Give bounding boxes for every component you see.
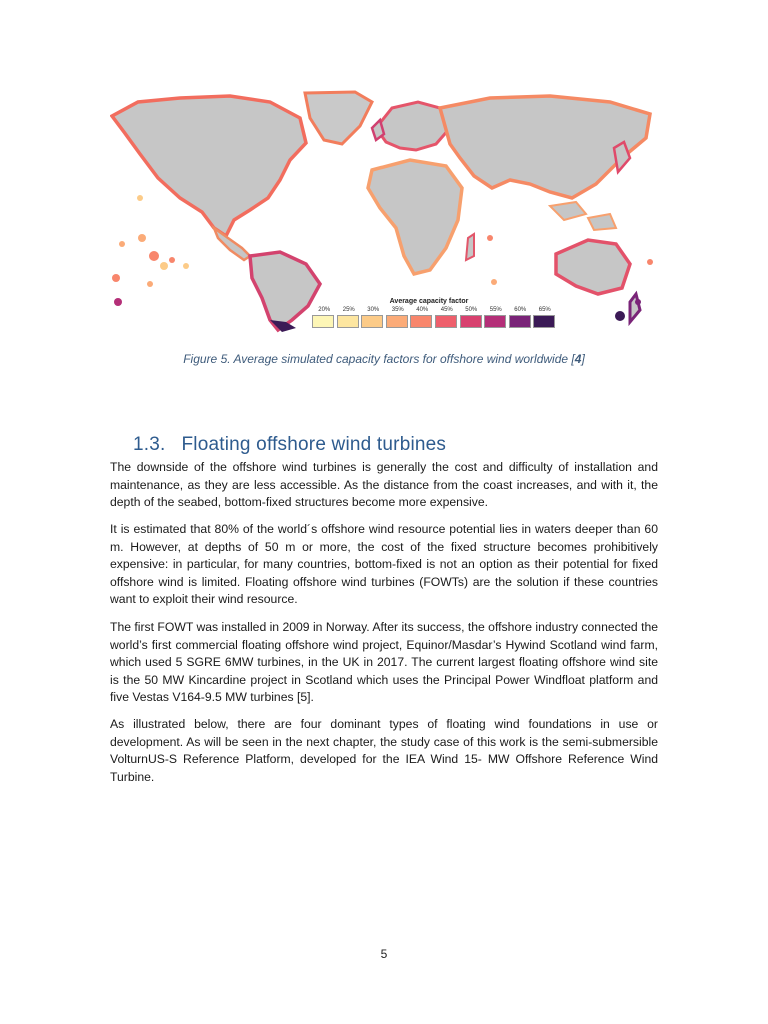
legend-swatch [312,315,334,328]
legend-swatch [533,315,555,328]
legend-label: 55% [489,307,502,313]
legend-swatch [509,315,531,328]
caption-suffix: ] [581,352,585,366]
page-number: 5 [380,947,388,961]
section-number: 1.3. [133,434,166,455]
world-offshore-wind-map [110,88,657,334]
paragraph-1: The downside of the offshore wind turbines is generally the cost and difficulty of installation and maintenance, as they are less accessible. As the distance from the coast increases, and with it, the depth of the seabed, bottom-fixed structures become more expensive. [110,460,658,510]
legend-title: Average capacity factor [389,298,469,305]
paragraph-4: As illustrated below, there are four dominant types of floating wind foundations in use or development. As will be seen in the next chapter, the study case of this work is the semi-submersible VolturnUS-S Reference Platform, developed for the IEA Wind 15- MW Offshore Reference Wind Turbine. [110,717,658,784]
legend-labels [312,307,558,313]
paragraph-3: The first FOWT was installed in 2009 in Norway. After its success, the offshore industry connected the world’s first commercial floating offshore wind project, Equinor/Masdar’s Hywind Scotland wind farm, which used 5 SGRE 6MW turbines, in the UK in 2017. The current largest floating offshore wind site is the 50 MW Kincardine project in Scotland which uses the Principal Power Windfloat platform and five Vestas V164-9.5 MW turbines [5]. [110,620,659,705]
legend-label: 65% [538,307,551,313]
legend-swatch [460,315,482,328]
legend-swatch [435,315,457,328]
legend-swatch [386,315,408,328]
legend-swatches [312,315,558,328]
legend-label: 35% [391,307,404,313]
caption-text: Figure 5. Average simulated capacity factors for offshore wind worldwide [ [183,352,575,366]
legend-swatch [361,315,383,328]
legend-label: 60% [514,307,527,313]
legend-label: 45% [440,307,453,313]
paragraph-2: It is estimated that 80% of the world´s offshore wind resource potential lies in waters deeper than 60 m. However, at depths of 50 m or more, the cost of the fixed structure becomes prohibitively expensive: in particular, for many countries, bottom-fixed is not an option as their potential for fixed offshore wind is limited. Floating offshore wind turbines (FOWTs) are the solution if these countries want to exploit their wind resource. [110,522,658,607]
legend-swatch [410,315,432,328]
legend-label: 20% [318,307,331,313]
legend-label: 30% [367,307,380,313]
legend-swatch [337,315,359,328]
legend-label: 50% [465,307,478,313]
caption-reference[interactable]: 4 [574,352,582,366]
capacity-factor-legend [312,298,558,328]
legend-swatch [484,315,506,328]
section-title: Floating offshore wind turbines [181,434,447,455]
section-heading [133,434,446,456]
legend-label: 40% [416,307,429,313]
figure-caption [0,352,768,366]
legend-label: 25% [342,307,355,313]
